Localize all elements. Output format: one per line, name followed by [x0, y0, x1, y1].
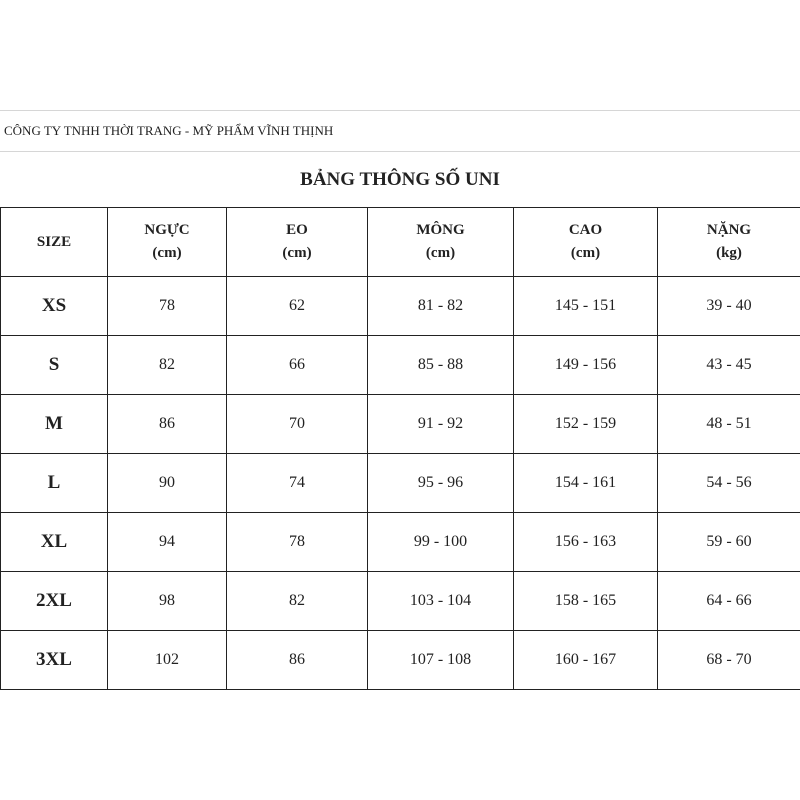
- header-label: NẶNG: [706, 222, 752, 238]
- header-unit: (cm): [425, 245, 456, 261]
- header-label: SIZE: [36, 233, 72, 250]
- weight-cell: 39 - 40: [658, 277, 800, 336]
- height-cell: 158 - 165: [514, 572, 658, 631]
- chart-title: BẢNG THÔNG SỐ UNI: [300, 169, 500, 190]
- size-cell: S: [1, 336, 108, 395]
- weight-cell: 68 - 70: [658, 631, 800, 690]
- header-unit: (cm): [282, 245, 312, 261]
- chest-cell: 78: [108, 277, 227, 336]
- waist-cell: 82: [227, 572, 368, 631]
- header-row: [1, 208, 800, 277]
- table-row: [1, 631, 800, 690]
- header-unit: (cm): [570, 245, 601, 261]
- hip-cell: 95 - 96: [368, 454, 514, 513]
- header-label: EO: [286, 222, 308, 238]
- header-label: MÔNG: [416, 222, 465, 238]
- table-row: [1, 277, 800, 336]
- header-size: [1, 208, 108, 277]
- company-name: CÔNG TY TNHH THỜI TRANG - MỸ PHẨM VĨNH THỊNH: [0, 110, 800, 152]
- size-table: [0, 207, 800, 690]
- hip-cell: 103 - 104: [368, 572, 514, 631]
- weight-cell: 43 - 45: [658, 336, 800, 395]
- table-row: [1, 336, 800, 395]
- size-cell: M: [1, 395, 108, 454]
- header-unit: (kg): [716, 245, 742, 261]
- chest-cell: 94: [108, 513, 227, 572]
- waist-cell: 66: [227, 336, 368, 395]
- header-label: CAO: [568, 222, 603, 238]
- header-unit: (cm): [152, 245, 182, 261]
- weight-cell: 59 - 60: [658, 513, 800, 572]
- chest-cell: 82: [108, 336, 227, 395]
- chest-cell: 90: [108, 454, 227, 513]
- table-row: [1, 513, 800, 572]
- height-cell: 149 - 156: [514, 336, 658, 395]
- waist-cell: 74: [227, 454, 368, 513]
- height-cell: 145 - 151: [514, 277, 658, 336]
- header-label: NGỰC: [144, 222, 190, 238]
- waist-cell: 62: [227, 277, 368, 336]
- weight-cell: 48 - 51: [658, 395, 800, 454]
- header-hip: [368, 208, 514, 277]
- hip-cell: 91 - 92: [368, 395, 514, 454]
- size-cell: XS: [1, 277, 108, 336]
- chest-cell: 102: [108, 631, 227, 690]
- size-table-body: [1, 277, 800, 690]
- table-row: [1, 395, 800, 454]
- height-cell: 154 - 161: [514, 454, 658, 513]
- hip-cell: 81 - 82: [368, 277, 514, 336]
- height-cell: 160 - 167: [514, 631, 658, 690]
- table-row: [1, 572, 800, 631]
- table-row: [1, 454, 800, 513]
- size-cell: 3XL: [1, 631, 108, 690]
- size-cell: L: [1, 454, 108, 513]
- height-cell: 156 - 163: [514, 513, 658, 572]
- weight-cell: 54 - 56: [658, 454, 800, 513]
- header-chest: [108, 208, 227, 277]
- waist-cell: 78: [227, 513, 368, 572]
- chest-cell: 86: [108, 395, 227, 454]
- header-waist: [227, 208, 368, 277]
- weight-cell: 64 - 66: [658, 572, 800, 631]
- header-weight: [658, 208, 800, 277]
- size-cell: XL: [1, 513, 108, 572]
- hip-cell: 85 - 88: [368, 336, 514, 395]
- hip-cell: 99 - 100: [368, 513, 514, 572]
- chest-cell: 98: [108, 572, 227, 631]
- height-cell: 152 - 159: [514, 395, 658, 454]
- hip-cell: 107 - 108: [368, 631, 514, 690]
- waist-cell: 70: [227, 395, 368, 454]
- waist-cell: 86: [227, 631, 368, 690]
- size-cell: 2XL: [1, 572, 108, 631]
- header-height: [514, 208, 658, 277]
